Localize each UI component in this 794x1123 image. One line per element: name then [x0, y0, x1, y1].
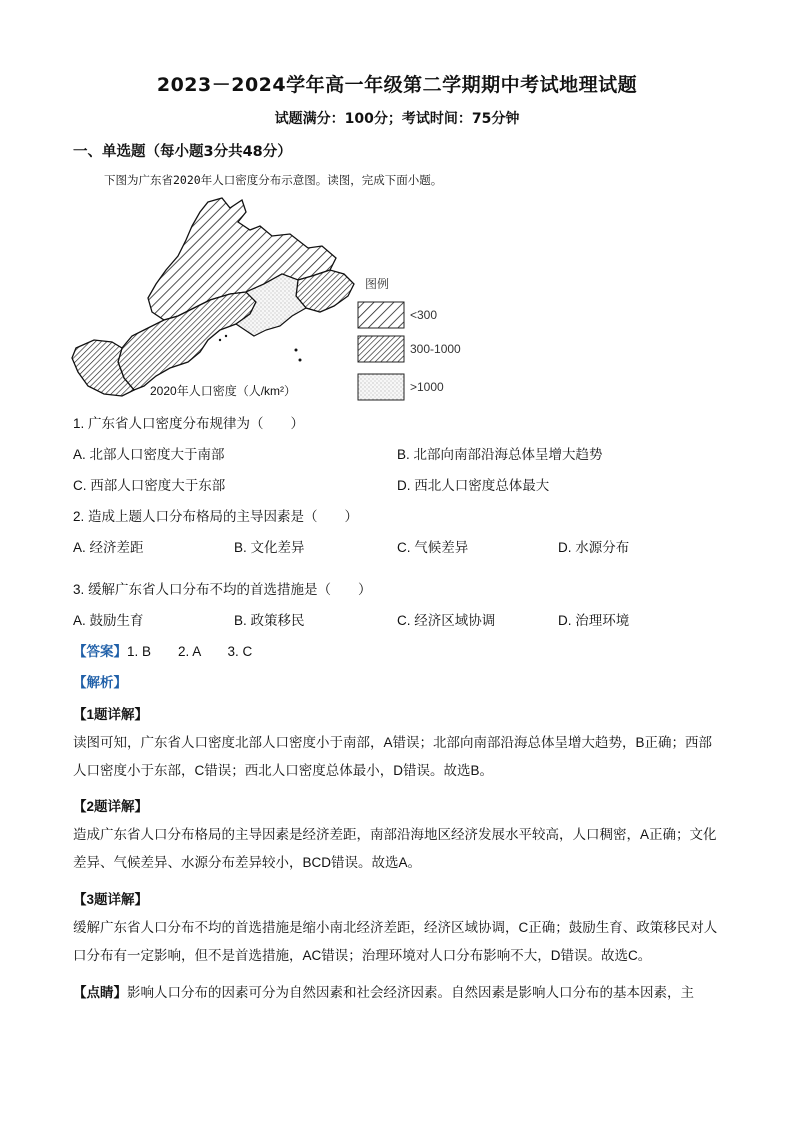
exam-info: 试题满分：100分；考试时间：75分钟 — [274, 111, 520, 127]
legend-swatch-dots — [358, 374, 404, 400]
detail-2-tag: 【2题详解】 — [73, 799, 149, 814]
detail-3-tag: 【3题详解】 — [73, 892, 149, 907]
map-caption: 2020年人口密度（人/km²） — [150, 384, 297, 398]
tip-line — [73, 979, 723, 1007]
answer-text: 1. B 2. A 3. C — [127, 644, 253, 659]
question-1-option-c: C. 西部人口密度大于东部 — [73, 478, 226, 493]
question-1-option-a: A. 北部人口密度大于南部 — [73, 447, 225, 462]
answer-line — [73, 640, 252, 660]
question-1-option-b: B. 北部向南部沿海总体呈增大趋势 — [397, 447, 603, 462]
question-2-option-b: B. 文化差异 — [234, 540, 305, 555]
page-title: 2023－2024学年高一年级第二学期期中考试地理试题 — [156, 74, 638, 96]
legend-swatch-dense — [358, 336, 404, 362]
answer-tag: 【答案】 — [73, 644, 127, 659]
question-3-stem: 3. 缓解广东省人口分布不均的首选措施是（ ） — [73, 582, 372, 597]
question-2-option-a: A. 经济差距 — [73, 540, 144, 555]
question-2-stem: 2. 造成上题人口分布格局的主导因素是（ ） — [73, 509, 359, 524]
detail-3-text: 缓解广东省人口分布不均的首选措施是缩小南北经济差距，经济区域协调，C正确；鼓励生育、政策移民对人口分布有一定影响，但不是首选措施，AC错误；治理环境对人口分布影响不大，D错误。故选C。 — [73, 920, 718, 963]
legend-title: 图例 — [365, 277, 390, 291]
question-1-stem: 1. 广东省人口密度分布规律为（ ） — [73, 416, 305, 431]
detail-1-tag: 【1题详解】 — [73, 707, 149, 722]
legend-label-dense: 300-1000 — [410, 342, 461, 356]
detail-1-text: 读图可知，广东省人口密度北部人口密度小于南部，A错误；北部向南部沿海总体呈增大趋势，B正确；西部人口密度小于东部，C错误；西北人口密度总体最小，D错误。故选B。 — [73, 735, 713, 778]
question-2-option-d: D. 水源分布 — [558, 540, 630, 555]
detail-2-text: 造成广东省人口分布格局的主导因素是经济差距，南部沿海地区经济发展水平较高，人口稠密，A正确；文化差异、气候差异、水源分布差异较小，BCD错误。故选A。 — [73, 827, 717, 870]
question-3-option-a: A. 鼓励生育 — [73, 613, 144, 628]
analysis-tag: 【解析】 — [73, 675, 127, 690]
tip-text: 影响人口分布的因素可分为自然因素和社会经济因素。自然因素是影响人口分布的基本因素，主 — [127, 985, 694, 1000]
population-density-map — [60, 190, 480, 410]
question-intro: 下图为广东省2020年人口密度分布示意图。读图，完成下面小题。 — [104, 173, 443, 187]
question-3-option-d: D. 治理环境 — [558, 613, 630, 628]
question-3-option-c: C. 经济区域协调 — [397, 613, 496, 628]
legend-label-sparse: <300 — [410, 308, 438, 322]
legend-label-dots: >1000 — [410, 380, 444, 394]
tip-tag: 【点睛】 — [73, 985, 127, 1000]
question-1-option-d: D. 西北人口密度总体最大 — [397, 478, 550, 493]
question-2-option-c: C. 气候差异 — [397, 540, 469, 555]
section-heading: 一、单选题（每小题3分共48分） — [73, 144, 292, 160]
legend-swatch-sparse — [358, 302, 404, 328]
question-3-option-b: B. 政策移民 — [234, 613, 305, 628]
